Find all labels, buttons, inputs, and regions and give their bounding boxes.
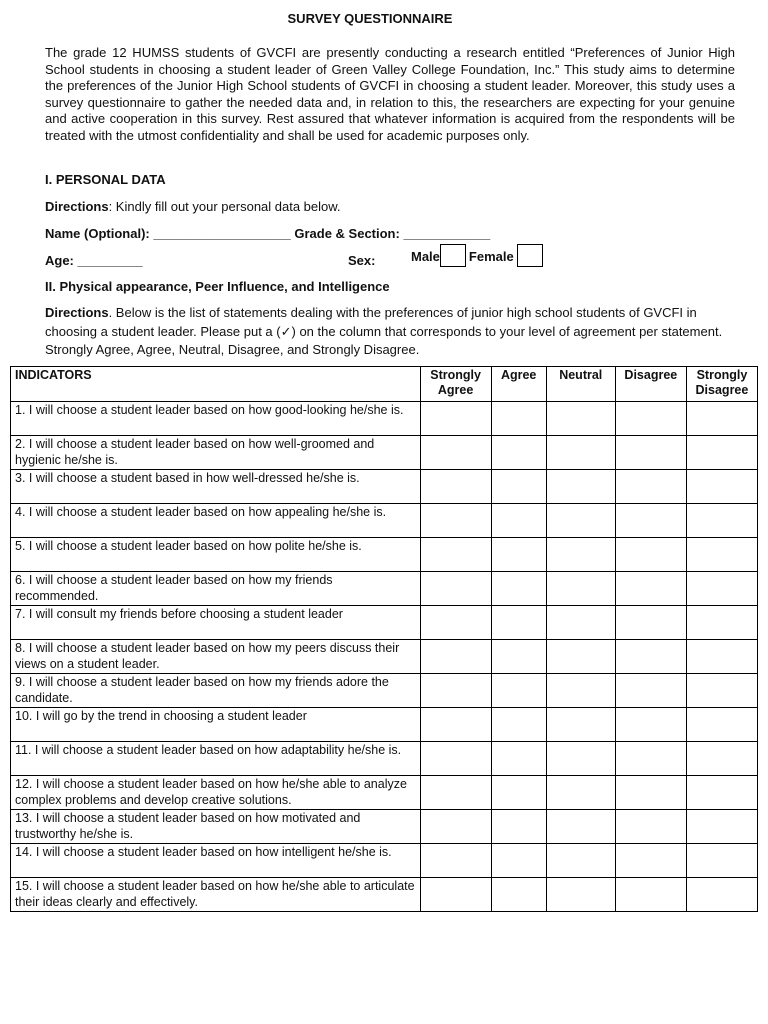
table-row [11, 776, 758, 810]
section-physical-heading: II. Physical appearance, Peer Influence, and Intelligence [45, 279, 390, 294]
response-cell-neutral[interactable] [546, 504, 615, 538]
age-sex-line [45, 248, 565, 268]
response-cell-strongly-agree[interactable] [420, 742, 491, 776]
response-cell-disagree[interactable] [615, 640, 686, 674]
response-cell-strongly-agree[interactable] [420, 538, 491, 572]
table-row [11, 402, 758, 436]
response-cell-neutral[interactable] [546, 708, 615, 742]
response-cell-strongly-disagree[interactable] [686, 606, 757, 640]
response-cell-strongly-disagree[interactable] [686, 708, 757, 742]
table-row [11, 504, 758, 538]
header-neutral: Neutral [546, 367, 615, 402]
response-cell-strongly-agree[interactable] [420, 402, 491, 436]
name-label: Name (Optional): [45, 226, 150, 241]
header-agree: Agree [491, 367, 546, 402]
response-cell-strongly-disagree[interactable] [686, 742, 757, 776]
indicator-statement: 5. I will choose a student leader based on how polite he/she is. [11, 538, 421, 572]
response-cell-strongly-disagree[interactable] [686, 776, 757, 810]
survey-table [10, 366, 758, 912]
sex-label: Sex: [348, 253, 376, 268]
header-strongly-disagree: Strongly Disagree [686, 367, 757, 402]
table-row [11, 470, 758, 504]
grade-section-field[interactable]: ____________ [403, 226, 491, 241]
response-cell-disagree[interactable] [615, 606, 686, 640]
response-cell-neutral[interactable] [546, 878, 615, 912]
response-cell-agree[interactable] [491, 504, 546, 538]
response-cell-agree[interactable] [491, 572, 546, 606]
response-cell-strongly-disagree[interactable] [686, 640, 757, 674]
response-cell-neutral[interactable] [546, 606, 615, 640]
table-row [11, 674, 758, 708]
directions-text: . Below is the list of statements dealing with the preferences of junior high school students of GVCFI in choosing a student leader. Please put a (✓) on the column that corresponds to your level of agreement per statement. Strongly Agree, Agree, Neutral, Disagree, and Strongly Disagree. [45, 305, 723, 357]
response-cell-agree[interactable] [491, 878, 546, 912]
response-cell-strongly-agree[interactable] [420, 844, 491, 878]
directions-text: : Kindly fill out your personal data below. [108, 199, 341, 214]
indicator-statement: 10. I will go by the trend in choosing a student leader [11, 708, 421, 742]
response-cell-agree[interactable] [491, 402, 546, 436]
table-row [11, 810, 758, 844]
name-grade-line [45, 226, 490, 241]
response-cell-strongly-agree[interactable] [420, 436, 491, 470]
response-cell-disagree[interactable] [615, 674, 686, 708]
response-cell-agree[interactable] [491, 844, 546, 878]
intro-paragraph: The grade 12 HUMSS students of GVCFI are presently conducting a research entitled “Preferences of Junior High School students in choosing a student leader of Green Valley College Foundation, Inc.” This study aims to determine the preferences of the Junior High School students of GVCFI in choosing a student leader. Moreover, this study uses a survey questionnaire to gather the needed data and, in relation to this, the researchers are expecting for your genuine and active cooperation in this survey. Rest assured that whatever information is acquired from the respondents will be treated with the utmost confidentiality and shall be used for academic purposes only. [45, 45, 735, 143]
table-row [11, 572, 758, 606]
response-cell-disagree[interactable] [615, 708, 686, 742]
indicator-statement: 8. I will choose a student leader based on how my peers discuss their views on a student leader. [11, 640, 421, 674]
indicator-statement: 14. I will choose a student leader based on how intelligent he/she is. [11, 844, 421, 878]
response-cell-strongly-disagree[interactable] [686, 674, 757, 708]
response-cell-strongly-agree[interactable] [420, 810, 491, 844]
response-cell-neutral[interactable] [546, 572, 615, 606]
response-cell-agree[interactable] [491, 538, 546, 572]
table-row [11, 538, 758, 572]
male-checkbox[interactable] [440, 244, 466, 267]
sex-options [411, 248, 543, 267]
response-cell-agree[interactable] [491, 674, 546, 708]
response-cell-neutral[interactable] [546, 776, 615, 810]
response-cell-disagree[interactable] [615, 470, 686, 504]
response-cell-agree[interactable] [491, 436, 546, 470]
age-field[interactable]: _________ [77, 253, 143, 268]
table-row [11, 640, 758, 674]
response-cell-disagree[interactable] [615, 504, 686, 538]
table-row [11, 708, 758, 742]
response-cell-disagree[interactable] [615, 810, 686, 844]
response-cell-strongly-disagree[interactable] [686, 504, 757, 538]
response-cell-neutral[interactable] [546, 470, 615, 504]
response-cell-strongly-agree[interactable] [420, 470, 491, 504]
response-cell-strongly-agree[interactable] [420, 674, 491, 708]
indicator-statement: 3. I will choose a student based in how well-dressed he/she is. [11, 470, 421, 504]
personal-data-directions [45, 199, 341, 214]
response-cell-disagree[interactable] [615, 436, 686, 470]
response-cell-disagree[interactable] [615, 538, 686, 572]
indicator-statement: 1. I will choose a student leader based on how good-looking he/she is. [11, 402, 421, 436]
indicator-statement: 15. I will choose a student leader based on how he/she able to articulate their ideas clearly and effectively. [11, 878, 421, 912]
directions-label: Directions [45, 199, 109, 214]
indicator-statement: 13. I will choose a student leader based on how motivated and trustworthy he/she is. [11, 810, 421, 844]
table-row [11, 742, 758, 776]
indicator-statement: 11. I will choose a student leader based on how adaptability he/she is. [11, 742, 421, 776]
response-cell-strongly-disagree[interactable] [686, 810, 757, 844]
response-cell-strongly-disagree[interactable] [686, 436, 757, 470]
response-cell-strongly-agree[interactable] [420, 776, 491, 810]
response-cell-neutral[interactable] [546, 742, 615, 776]
header-indicators: INDICATORS [11, 367, 421, 402]
response-cell-disagree[interactable] [615, 572, 686, 606]
age-label: Age: [45, 253, 74, 268]
response-cell-strongly-disagree[interactable] [686, 572, 757, 606]
male-label: Male [411, 248, 440, 264]
response-cell-agree[interactable] [491, 742, 546, 776]
response-cell-strongly-agree[interactable] [420, 606, 491, 640]
response-cell-neutral[interactable] [546, 538, 615, 572]
directions-label: Directions [45, 305, 109, 320]
response-cell-agree[interactable] [491, 640, 546, 674]
response-cell-disagree[interactable] [615, 878, 686, 912]
table-header-row [11, 367, 758, 402]
response-cell-agree[interactable] [491, 708, 546, 742]
response-cell-neutral[interactable] [546, 402, 615, 436]
response-cell-strongly-agree[interactable] [420, 878, 491, 912]
response-cell-strongly-disagree[interactable] [686, 470, 757, 504]
response-cell-strongly-disagree[interactable] [686, 844, 757, 878]
response-cell-disagree[interactable] [615, 402, 686, 436]
table-row [11, 606, 758, 640]
response-cell-strongly-disagree[interactable] [686, 538, 757, 572]
response-cell-strongly-disagree[interactable] [686, 402, 757, 436]
response-cell-agree[interactable] [491, 470, 546, 504]
response-cell-agree[interactable] [491, 776, 546, 810]
indicator-statement: 7. I will consult my friends before choosing a student leader [11, 606, 421, 640]
response-cell-neutral[interactable] [546, 674, 615, 708]
header-disagree: Disagree [615, 367, 686, 402]
response-cell-neutral[interactable] [546, 436, 615, 470]
response-cell-disagree[interactable] [615, 844, 686, 878]
grade-section-label: Grade & Section: [294, 226, 400, 241]
header-strongly-agree: Strongly Agree [420, 367, 491, 402]
response-cell-neutral[interactable] [546, 810, 615, 844]
survey-directions [45, 304, 735, 360]
response-cell-disagree[interactable] [615, 742, 686, 776]
response-cell-agree[interactable] [491, 606, 546, 640]
response-cell-strongly-agree[interactable] [420, 504, 491, 538]
section-personal-data-heading: I. PERSONAL DATA [45, 172, 166, 187]
response-cell-strongly-disagree[interactable] [686, 878, 757, 912]
indicator-statement: 6. I will choose a student leader based on how my friends recommended. [11, 572, 421, 606]
response-cell-neutral[interactable] [546, 844, 615, 878]
response-cell-strongly-agree[interactable] [420, 572, 491, 606]
table-row [11, 844, 758, 878]
table-row [11, 436, 758, 470]
response-cell-disagree[interactable] [615, 776, 686, 810]
indicator-statement: 12. I will choose a student leader based on how he/she able to analyze complex problems and develop creative solutions. [11, 776, 421, 810]
indicator-statement: 2. I will choose a student leader based on how well-groomed and hygienic he/she is. [11, 436, 421, 470]
response-cell-strongly-agree[interactable] [420, 640, 491, 674]
name-field[interactable]: ___________________ [153, 226, 291, 241]
table-row [11, 878, 758, 912]
female-label: Female [468, 248, 514, 264]
indicator-statement: 4. I will choose a student leader based on how appealing he/she is. [11, 504, 421, 538]
response-cell-neutral[interactable] [546, 640, 615, 674]
indicator-statement: 9. I will choose a student leader based on how my friends adore the candidate. [11, 674, 421, 708]
female-checkbox[interactable] [517, 244, 543, 267]
page-title: SURVEY QUESTIONNAIRE [287, 11, 453, 26]
response-cell-strongly-agree[interactable] [420, 708, 491, 742]
response-cell-agree[interactable] [491, 810, 546, 844]
